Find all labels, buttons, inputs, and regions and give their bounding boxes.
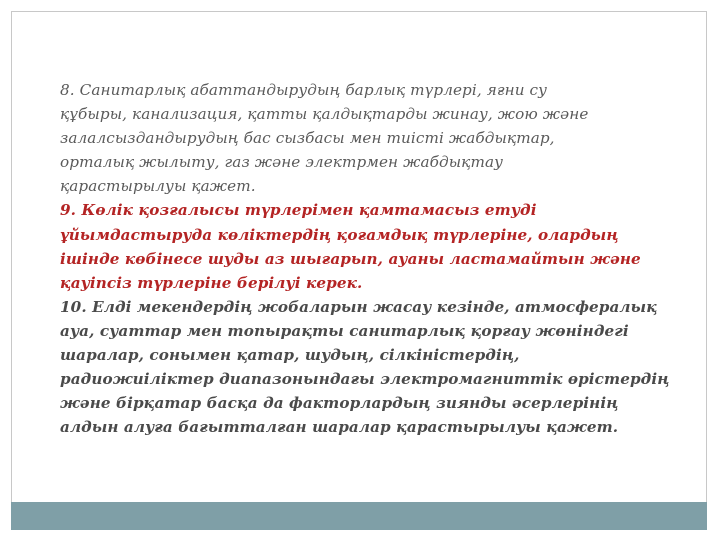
paragraph-line: залалсыздандырудың бас сызбасы мен тиісті жабдықтар,	[60, 129, 555, 148]
paragraph-line: ауа, суаттар мен топырақты санитарлық қорғау жөніндегі	[60, 321, 629, 340]
paragraph-line: радиожиіліктер диапазонындағы электромагниттік өрістердің	[60, 370, 670, 389]
paragraph-line: алдын алуға бағытталған шаралар қарастырылуы қажет.	[60, 418, 619, 437]
paragraph-line: 8. Санитарлық абаттандырудың барлық түрлері, яғни су	[60, 81, 548, 99]
paragraph-10	[60, 295, 670, 440]
paragraph-line: 10. Елді мекендердің жобаларын жасау кезінде, атмосфералық	[60, 297, 657, 316]
paragraph-line: 9. Көлік қозғалысы түрлерімен қамтамасыз етуді	[60, 201, 537, 220]
paragraph-line: орталық жылыту, газ және электрмен жабдықтау	[60, 153, 504, 172]
paragraph-line: құбыры, канализация, қатты қалдықтарды жинау, жою және	[60, 105, 589, 124]
paragraph-line: ішінде көбінесе шуды аз шығарып, ауаны ластамайтын және	[60, 249, 641, 268]
paragraph-line: қауіпсіз түрлеріне берілуі керек.	[60, 273, 363, 292]
paragraph-line: ұйымдастыруда көліктердің қоғамдық түрлеріне, олардың	[60, 225, 619, 244]
slide-body	[60, 78, 670, 439]
paragraph-line: қарастырылуы қажет.	[60, 177, 256, 196]
paragraph-8	[60, 78, 670, 198]
bottom-band	[11, 502, 707, 530]
paragraph-9	[60, 198, 670, 294]
paragraph-line: шаралар, сонымен қатар, шудың, сілкіністердің,	[60, 346, 520, 365]
paragraph-line: және бірқатар басқа да факторлардың зиянды әсерлерінің	[60, 394, 619, 413]
